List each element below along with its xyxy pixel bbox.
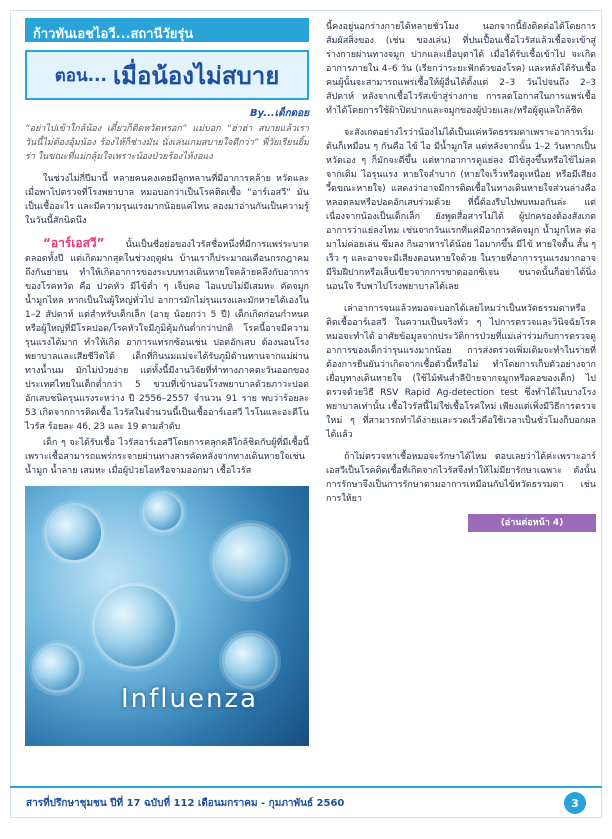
intro-quote: “อย่าไปเข้าใกล้น้อง เดี๋ยวก็ติดหวัดหรอก” แม่บอก “ฮ่าฮ่า สบายแล้วเรา วันนี้ไม่ต้องอุ้มน้อง ร้องไห้ก็ช่างมัน นั่งเล่นเกมสบายใจดีกว่า” พี่วัยเรียนยิ้มร่า ในขณะที่แม่กลุ้มใจเพราะน้องป่วยร้องไห้งอแง bbox=[25, 124, 309, 162]
page-title: เมื่อน้องไม่สบาย bbox=[112, 61, 280, 90]
footer-text: สารที่ปรึกษาชุมชน ปีที่ 17 ฉบับที่ 112 เดือนมกราคม - กุมภาพันธ์ 2560 bbox=[26, 797, 345, 809]
left-column bbox=[25, 18, 309, 746]
rsv-text: นั้นเป็นชื่อย่อของไวรัสชื่อหนึ่งที่มีการแพร่ระบาดตลอดทั้งปี แต่เกิดมากสุดในช่วงฤดูฝน บ้านเราก็ประมาณเดือนกรกฎาคมถึงกันยายน ทำให้เกิดอาการของระบบทางเดินหายใจคล้ายคลึงกับอาการของโรคหวัด คือ ปวดหัว มีไข้ต่ำ ๆ เจ็บคอ ไอแบบไม่มีเสมหะ คัดจมูกน้ำมูกไหล หากเป็นในผู้ใหญ่ทั่วไป อาการมักไม่รุนแรงและมักหายได้เองใน 1–2 สัปดาห์ แต่สำหรับเด็กเล็ก (อายุ น้อยกว่า 5 ปี) เด็กเกิดก่อนกำหนดหรือผู้ใหญ่ที่มีโรคปอด/โรคหัวใจมีภูมิคุ้มกันต่ำกว่าปกติ โรคนี้อาจมีความรุนแรงได้มาก ทำให้เกิด อาการแทรกซ้อนเช่น ปอดอักเสบ ต้องนอนโรงพยาบาลและเสียชีวิตได้ เด็กที่กินนมแม่จะได้รับภูมิต้านทานจากแม่ผ่านทางน้ำนม มักไม่ป่วยง่าย แต่ทั้งนี้มีงานวิจัยที่ทำทางภาคตะวันออกของประเทศไทยในเด็กต่ำกว่า 5 ขวบที่เข้านอนโรงพยาบาลด้วยภาวะปอดอักเสบชนิดรุนแรงระหว่าง ปี 2556–2557 จำนวน 91 ราย พบว่าร้อยละ 53 เกิดจากการติดเชื้อ ไวรัสในจำนวนนี้เป็นเชื้ออาร์เอสวี ไรโนและอะดีโนไวรัส ร้อยละ 46, 23 และ 19 ตามลำดับ bbox=[25, 240, 309, 432]
right-paragraph-2: จะสังเกตอย่างไรว่าน้องไม่ได้เป็นแค่หวัดธรรมดาเพราะอาการเริ่มต้นก็เหมือน ๆ กันคือ ไข้ ไอ มีน้ำมูกใส แต่หลังจากนั้น 1–2 วันหากเป็นหวัดเอง ๆ ก็มักจะดีขึ้น แต่หากอาการดูแย่ลง มีไข้สูงขึ้นหรือไข้ไม่ลดจากเดิม ไอรุนแรง หายใจลำบาก (หายใจเร็วหรือดูเหนื่อย หรือมีเสียงวี้ดขณะหายใจ) แสดงว่าอาจมีการติดเชื้อในทางเดินหายใจส่วนล่างคือหลอดลมหรือปอดอักเสบร่วมด้วย ที่นี้ต้องรีบไปพบหมอกันล่ะ แต่เนื่องจากน้องเป็นเด็กเล็ก ยังพูดสื่อสารไม่ได้ ผู้ปกครองต้องสังเกตอาการว่าแย่ลงไหม เช่นจากวันแรกที่แค่มีอาการคัดจมูก น้ำมูกไหล ต่อมาไม่ค่อยเล่น ซึมลง กินอาหารได้น้อย ไอมากขึ้น มีไข้ หายใจตื้น สั้น ๆ เร็ว ๆ และอาจจะมีเสียงตอนหายใจด้วย ในรายที่อาการรุนแรงมากอาจมีริมฝีปากหรือเล็บเขียวจากการขาดออกซิเจน ขนาดนั้นก็อย่าได้นิ่งนอนใจ รีบพาไปโรงพยาบาลได้เลย bbox=[326, 128, 596, 292]
right-paragraph-3: เล่าอาการจนแล้วหมอจะบอกได้เลยไหมว่าเป็นหวัดธรรมดาหรือติดเชื้ออาร์เอสวี ในความเป็นจริงทั่ว ๆ ไปการตรวจและวินิจฉัยโรค หมอจะทำได้ อาศัยข้อมูลจากประวัติการป่วยที่แม่เล่าร่วมกับการตรวจดูอาการของเด็กว่ารุนแรงมากน้อย การส่งตรวจเพิ่มเติมจะทำในรายที่ต้องการยืนยันว่าเกิดจากเชื้อตัวนี้หรือไม่ ทำโดยการเก็บตัวอย่างจากเยื่อบุทางเดินหายใจ (ใช้ไม้พันสำลีป้ายจากจมูกหรือคอของเด็ก) ไปตรวจด้วยวิธี RSV Rapid Ag-detection test ซึ่งทำได้ในบางโรงพยาบาลเท่านั้น เชื้อไวรัสนี้ไม่ใช่เชื้อโรคใหม่ เพียงแต่เพิ่งมีวิธีการตรวจใหม่ ๆ ที่สามารถทำได้ง่ายและรวดเร็วคือใช้เวลาเป็นชั่วโมงก็บอกผลได้แล้ว bbox=[326, 304, 596, 440]
continue-badge: (อ่านต่อหน้า 4) bbox=[468, 514, 596, 532]
image-label: Influenza bbox=[121, 684, 259, 714]
virus-shape bbox=[35, 646, 79, 690]
right-column bbox=[326, 18, 596, 532]
footer bbox=[10, 786, 602, 818]
influenza-image bbox=[25, 486, 309, 746]
intro-paragraph: ในช่วงไม่กี่ปีมานี้ หลายคนคงเคยมีลูกหลานที่มีอาการคล้าย หวัดและเมื่อพาไปตรวจที่โรงพยาบาล หมอบอกว่าเป็นโรคติดเชื้อ “อาร์เอสวี” มันเป็นเชื้ออะไร และมีความรุนแรงมากน้อยแค่ไหน ลองมาอ่านกันเป็นความรู้ในวันนี้สักนิดนึง bbox=[25, 174, 309, 226]
rsv-paragraph bbox=[25, 236, 309, 434]
virus-shape bbox=[47, 506, 101, 560]
virus-shape bbox=[225, 636, 275, 686]
right-paragraph-4: ถ้าไม่ตรวจหาเชื้อหมอจะรักษาได้ไหม ตอบเลยว่าได้ค่ะเพราะอาร์เอสวีเป็นโรคติดเชื้อที่เกิดจากไวรัสจึงทำให้ไม่มียารักษาเฉพาะ ดังนั้นการรักษาจึงเป็นการรักษาตามอาการเหมือนกับไข้หวัดธรรมดา เช่น การให้ยา bbox=[326, 452, 596, 504]
virus-shape bbox=[215, 526, 285, 596]
virus-shape bbox=[145, 494, 181, 530]
virus-shape bbox=[95, 586, 175, 666]
title-box bbox=[25, 50, 309, 100]
byline: By...เด็กดอย bbox=[250, 108, 309, 119]
right-paragraph-1: นี้คงอยู่นอกร่างกายได้หลายชั่วโมง นอกจากนี้ยังติดต่อได้โดยการสัมผัสสิ่งของ (เช่น ของเล่น) ที่ปนเปื้อนเชื้อไวรัสแล้วเชื้อจะเข้าสู่ร่างกายผ่านทางจมูก ปากและเยื่อบุตาได้ เมื่อได้รับเชื้อเข้าไป จะเกิดอาการภายใน 4–6 วัน (เรียกว่าระยะฟักตัวของโรค) และหลังได้รับเชื้อคนผู้นั้นจะสามารถแพร่เชื้อให้ผู้อื่นได้ตั้งแต่ 2–3 วันไปจนถึง 2–3 สัปดาห์ หลังจากเชื้อไวรัสเข้าสู่ร่างกาย การลดโอกาสในการแพร่เชื้อทำได้โดยการใช้ผ้าปิดปากและจมูกของผู้ป่วยและ/หรือผู้ดูแลใกล้ชิด bbox=[326, 22, 596, 116]
title-prefix: ตอน... bbox=[54, 65, 107, 86]
section-header: ก้าวทันเอชไอวี...สถานีวัยรุ่น bbox=[25, 18, 309, 42]
page-number: 3 bbox=[564, 792, 586, 814]
rsv-highlight: “อาร์เอสวี” bbox=[43, 236, 105, 250]
transmission-paragraph: เด็ก ๆ จะได้รับเชื้อ ไวรัสอาร์เอสวีโดยการคลุกคลีใกล้ชิดกับผู้ที่มีเชื้อนี้ เพราะเชื้อสามารถแพร่กระจายผ่านทางสารคัดหลั่งจากทางเดินหายใจเช่น น้ำมูก น้ำลาย เสมหะ เมื่อผู้ป่วยไอหรือจามออกมา เชื้อไวรัส bbox=[25, 438, 309, 476]
